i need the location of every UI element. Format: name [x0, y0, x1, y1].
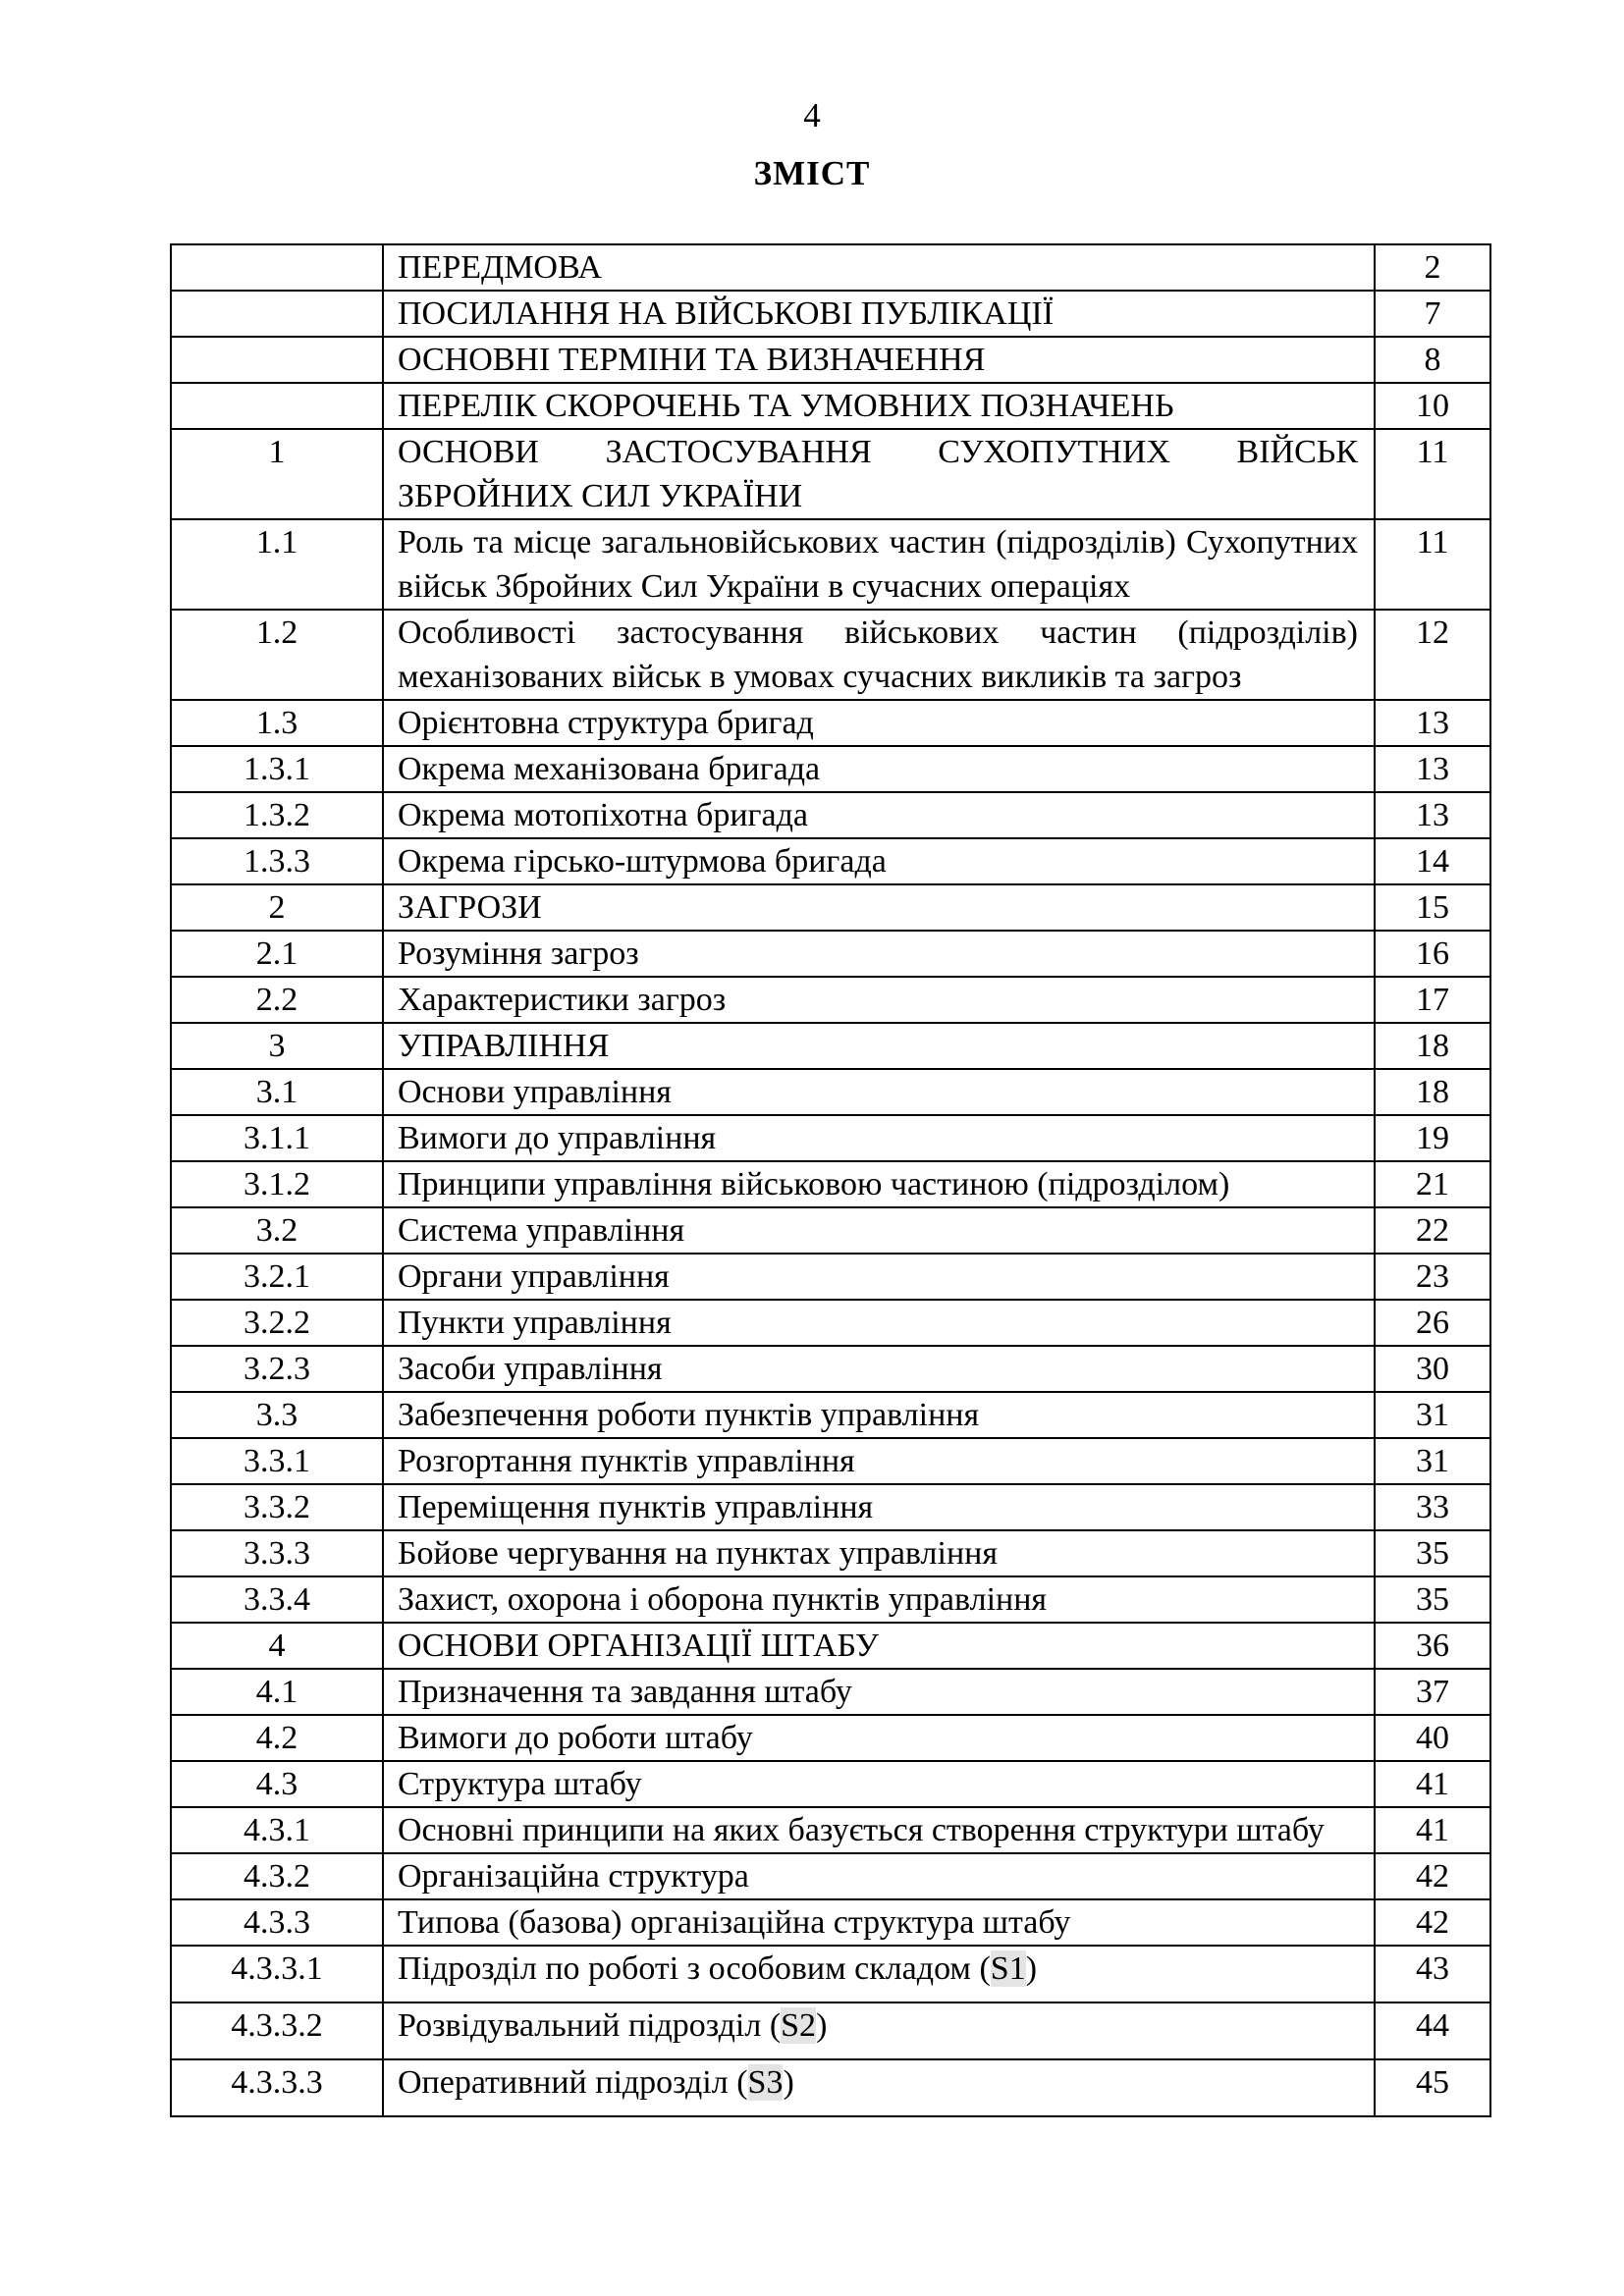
toc-row	[171, 244, 1490, 291]
toc-page-number: 31	[1375, 1438, 1490, 1484]
toc-row	[171, 1715, 1490, 1761]
toc-section-title: Розгортання пунктів управління	[383, 1438, 1375, 1484]
toc-section-number: 1.3.2	[171, 792, 383, 838]
toc-title-text: Розвідувальний підрозділ (	[398, 2007, 782, 2044]
toc-section-title: Призначення та завдання штабу	[383, 1669, 1375, 1715]
toc-section-number: 1.2	[171, 610, 383, 700]
toc-section-title: Окрема механізована бригада	[383, 746, 1375, 792]
toc-section-title: Орієнтовна структура бригад	[383, 700, 1375, 746]
page-number: 4	[803, 96, 821, 134]
toc-page-number: 41	[1375, 1807, 1490, 1853]
toc-section-title: ПЕРЕЛІК СКОРОЧЕНЬ ТА УМОВНИХ ПОЗНАЧЕНЬ	[383, 383, 1375, 429]
toc-row	[171, 610, 1490, 700]
toc-section-title: УПРАВЛІННЯ	[383, 1023, 1375, 1069]
toc-title-text: Підрозділ по роботі з особовим складом (	[398, 1950, 991, 1987]
toc-row	[171, 383, 1490, 429]
toc-row	[171, 291, 1490, 337]
toc-row	[171, 1254, 1490, 1300]
page-title: ЗМІСТ	[753, 154, 871, 192]
toc-row	[171, 1161, 1490, 1207]
toc-row	[171, 1623, 1490, 1669]
toc-page-number: 18	[1375, 1023, 1490, 1069]
toc-section-title: Основи управління	[383, 1069, 1375, 1115]
toc-page-number: 15	[1375, 884, 1490, 931]
toc-row	[171, 931, 1490, 977]
toc-section-title: Розуміння загроз	[383, 931, 1375, 977]
toc-row	[171, 1484, 1490, 1530]
toc-row	[171, 1576, 1490, 1623]
toc-page-number: 18	[1375, 1069, 1490, 1115]
toc-section-title	[383, 1946, 1375, 2002]
toc-page-number: 33	[1375, 1484, 1490, 1530]
toc-section-number: 3.3.2	[171, 1484, 383, 1530]
toc-section-title: Типова (базова) організаційна структура штабу	[383, 1899, 1375, 1946]
toc-section-code: S3	[747, 2064, 784, 2101]
toc-section-number: 1.3.3	[171, 838, 383, 884]
toc-section-title: Система управління	[383, 1207, 1375, 1254]
toc-row	[171, 792, 1490, 838]
toc-row	[171, 1899, 1490, 1946]
toc-section-title: Бойове чергування на пунктах управління	[383, 1530, 1375, 1576]
toc-section-number: 2.1	[171, 931, 383, 977]
toc-section-number: 4	[171, 1623, 383, 1669]
toc-page-number: 31	[1375, 1392, 1490, 1438]
toc-page-number: 19	[1375, 1115, 1490, 1161]
toc-page-number: 13	[1375, 746, 1490, 792]
toc-row	[171, 1300, 1490, 1346]
toc-section-title: ОСНОВИ ОРГАНІЗАЦІЇ ШТАБУ	[383, 1623, 1375, 1669]
toc-section-title: Вимоги до управління	[383, 1115, 1375, 1161]
toc-section-number	[171, 291, 383, 337]
toc-section-title: Вимоги до роботи штабу	[383, 1715, 1375, 1761]
toc-section-title: Характеристики загроз	[383, 977, 1375, 1023]
toc-row	[171, 1807, 1490, 1853]
toc-section-number: 1.1	[171, 519, 383, 610]
toc-section-number: 3.2.1	[171, 1254, 383, 1300]
toc-page-number: 40	[1375, 1715, 1490, 1761]
toc-section-number: 3.2.3	[171, 1346, 383, 1392]
toc-section-number: 3.3.1	[171, 1438, 383, 1484]
toc-page-number: 23	[1375, 1254, 1490, 1300]
toc-page-number: 42	[1375, 1899, 1490, 1946]
toc-section-code: S2	[781, 2007, 817, 2044]
toc-page-number: 14	[1375, 838, 1490, 884]
toc-page-number: 26	[1375, 1300, 1490, 1346]
toc-row	[171, 1207, 1490, 1254]
toc-row	[171, 1069, 1490, 1115]
toc-page-number: 36	[1375, 1623, 1490, 1669]
toc-section-number: 4.3.1	[171, 1807, 383, 1853]
toc-section-title: ПЕРЕДМОВА	[383, 244, 1375, 291]
toc-page-number: 2	[1375, 244, 1490, 291]
toc-section-title: Особливості застосування військових частин (підрозділів) механізованих військ в умовах сучасних викликів та загроз	[383, 610, 1375, 700]
toc-section-number: 1.3.1	[171, 746, 383, 792]
toc-section-number: 4.3.3	[171, 1899, 383, 1946]
toc-page-number: 22	[1375, 1207, 1490, 1254]
toc-page-number: 37	[1375, 1669, 1490, 1715]
toc-page-number: 11	[1375, 519, 1490, 610]
toc-section-number	[171, 337, 383, 383]
toc-section-number: 3.3.4	[171, 1576, 383, 1623]
toc-section-number: 3.2	[171, 1207, 383, 1254]
toc-section-title: ЗАГРОЗИ	[383, 884, 1375, 931]
toc-section-number: 4.3.3.2	[171, 2002, 383, 2059]
toc-section-title: ПОСИЛАННЯ НА ВІЙСЬКОВІ ПУБЛІКАЦІЇ	[383, 291, 1375, 337]
toc-section-number: 4.3	[171, 1761, 383, 1807]
toc-section-title: Переміщення пунктів управління	[383, 1484, 1375, 1530]
toc-row	[171, 1115, 1490, 1161]
toc-section-title: Організаційна структура	[383, 1853, 1375, 1899]
toc-section-number	[171, 383, 383, 429]
toc-section-number: 3.1.2	[171, 1161, 383, 1207]
toc-page-number: 45	[1375, 2059, 1490, 2116]
toc-section-number: 3	[171, 1023, 383, 1069]
toc-section-title: Основні принципи на яких базується створення структури штабу	[383, 1807, 1375, 1853]
toc-row	[171, 700, 1490, 746]
toc-row	[171, 1023, 1490, 1069]
toc-section-code: S1	[990, 1950, 1026, 1987]
toc-section-number: 3.2.2	[171, 1300, 383, 1346]
toc-section-title: Принципи управління військовою частиною (підрозділом)	[383, 1161, 1375, 1207]
toc-page-number: 12	[1375, 610, 1490, 700]
toc-row	[171, 1438, 1490, 1484]
toc-page-number: 35	[1375, 1530, 1490, 1576]
toc-row	[171, 1530, 1490, 1576]
toc-section-title: ОСНОВИ ЗАСТОСУВАННЯ СУХОПУТНИХ ВІЙСЬК ЗБРОЙНИХ СИЛ УКРАЇНИ	[383, 429, 1375, 519]
toc-row	[171, 2059, 1490, 2116]
toc-page-number: 30	[1375, 1346, 1490, 1392]
toc-title-text: Оперативний підрозділ (	[398, 2064, 748, 2101]
toc-page-number: 41	[1375, 1761, 1490, 1807]
toc-section-number: 3.3.3	[171, 1530, 383, 1576]
toc-section-number: 2.2	[171, 977, 383, 1023]
toc-page-number: 21	[1375, 1161, 1490, 1207]
toc-section-number: 3.1	[171, 1069, 383, 1115]
toc-row	[171, 1761, 1490, 1807]
toc-page-number: 44	[1375, 2002, 1490, 2059]
toc-section-number: 4.3.3.1	[171, 1946, 383, 2002]
toc-page-number: 16	[1375, 931, 1490, 977]
toc-row	[171, 1946, 1490, 2002]
toc-section-title: Структура штабу	[383, 1761, 1375, 1807]
toc-page-number: 8	[1375, 337, 1490, 383]
toc-page-number: 17	[1375, 977, 1490, 1023]
toc-section-title: ОСНОВНІ ТЕРМІНИ ТА ВИЗНАЧЕННЯ	[383, 337, 1375, 383]
toc-section-title: Засоби управління	[383, 1346, 1375, 1392]
toc-section-number: 1.3	[171, 700, 383, 746]
toc-section-title: Органи управління	[383, 1254, 1375, 1300]
toc-row	[171, 838, 1490, 884]
toc-section-title: Окрема мотопіхотна бригада	[383, 792, 1375, 838]
toc-section-number: 3.3	[171, 1392, 383, 1438]
toc-title-text: )	[816, 2007, 828, 2044]
toc-page-number: 42	[1375, 1853, 1490, 1899]
table-of-contents	[170, 243, 1491, 2117]
toc-section-title: Забезпечення роботи пунктів управління	[383, 1392, 1375, 1438]
toc-page-number: 35	[1375, 1576, 1490, 1623]
toc-row	[171, 1669, 1490, 1715]
toc-row	[171, 1392, 1490, 1438]
toc-section-title: Захист, охорона і оборона пунктів управління	[383, 1576, 1375, 1623]
toc-row	[171, 977, 1490, 1023]
toc-section-title: Окрема гірсько-штурмова бригада	[383, 838, 1375, 884]
toc-row	[171, 1853, 1490, 1899]
toc-section-title: Пункти управління	[383, 1300, 1375, 1346]
toc-row	[171, 2002, 1490, 2059]
toc-page-number: 10	[1375, 383, 1490, 429]
toc-row	[171, 519, 1490, 610]
toc-section-number: 2	[171, 884, 383, 931]
toc-section-number: 4.3.2	[171, 1853, 383, 1899]
toc-section-number: 1	[171, 429, 383, 519]
toc-section-number	[171, 244, 383, 291]
toc-section-number: 4.1	[171, 1669, 383, 1715]
toc-section-number: 3.1.1	[171, 1115, 383, 1161]
toc-section-number: 4.3.3.3	[171, 2059, 383, 2116]
toc-row	[171, 1346, 1490, 1392]
toc-section-title	[383, 2002, 1375, 2059]
toc-page-number: 43	[1375, 1946, 1490, 2002]
toc-row	[171, 337, 1490, 383]
toc-title-text: )	[783, 2064, 794, 2101]
toc-section-title: Роль та місце загальновійськових частин (підрозділів) Сухопутних військ Збройних Сил України в сучасних операціях	[383, 519, 1375, 610]
toc-title-text: )	[1025, 1950, 1038, 1987]
toc-page-number: 11	[1375, 429, 1490, 519]
toc-row	[171, 429, 1490, 519]
toc-section-number: 4.2	[171, 1715, 383, 1761]
toc-page-number: 13	[1375, 700, 1490, 746]
toc-section-title	[383, 2059, 1375, 2116]
toc-page-number: 7	[1375, 291, 1490, 337]
toc-row	[171, 884, 1490, 931]
toc-page-number: 13	[1375, 792, 1490, 838]
toc-row	[171, 746, 1490, 792]
